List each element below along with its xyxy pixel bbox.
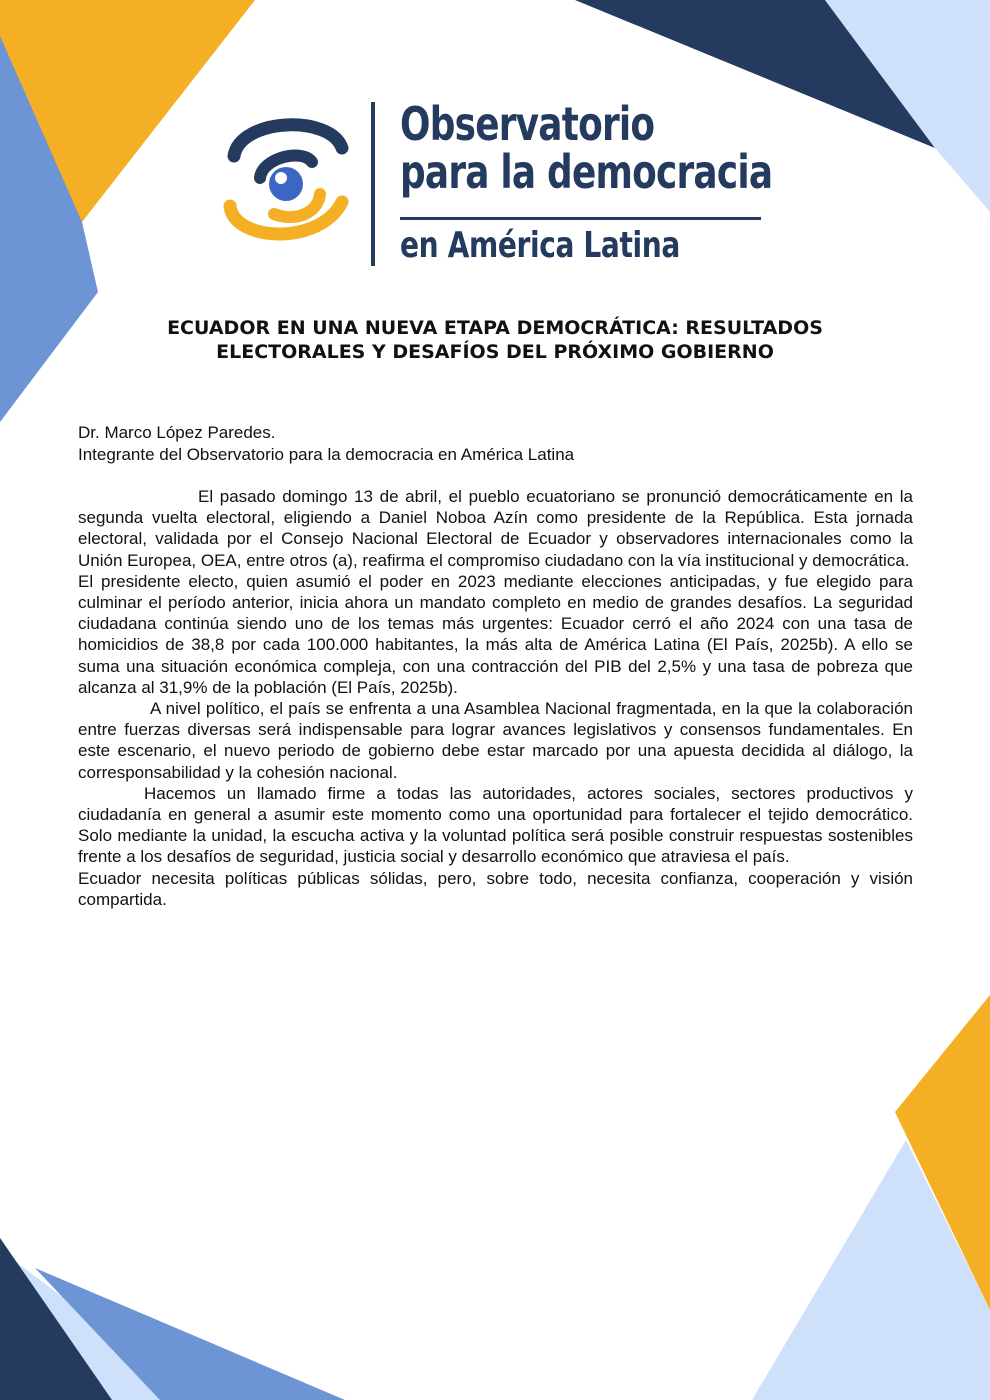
author-affiliation: Integrante del Observatorio para la democracia en América Latina [78,445,575,464]
paragraph-3: A nivel político, el país se enfrenta a una Asamblea Nacional fragmentada, en la que la colaboración entre fuerzas diversas será indispensable para lograr avances legislativos y consensos fundamentales. En este escenario, el nuevo periodo de gobierno debe estar marcado por una apuesta decidida al diálogo, la corresponsabilidad y la cohesión nacional. [78,699,913,782]
logo-rule [400,217,761,220]
author-block [78,422,913,466]
logo-divider [371,102,375,266]
logo-line-america-latina: en América Latina [400,225,680,266]
paragraph-4: Hacemos un llamado firme a todas las autoridades, actores sociales, sectores productivos y ciudadanía en general a asumir este momento como una oportunidad para fortalecer el tejido democrático. Solo mediante la unidad, la escucha activa y la voluntad política será posible construir respuestas sostenibles frente a los desafíos de seguridad, justicia social y desarrollo económico que atraviesa el país. [78,783,913,867]
title-line-2: ELECTORALES Y DESAFÍOS DEL PRÓXIMO GOBIERNO [216,341,774,363]
logo-wordmark [400,97,877,199]
title-line-1: ECUADOR EN UNA NUEVA ETAPA DEMOCRÁTICA: RESULTADOS [167,317,823,339]
article-body [78,486,913,910]
article-title [80,316,910,364]
paragraph-1: El pasado domingo 13 de abril, el pueblo ecuatoriano se pronunció democráticamente en la segunda vuelta electoral, eligiendo a Daniel Noboa Azín como presidente de la República. Esta jornada electoral, validada por el Consejo Nacional Electoral de Ecuador y observadores internacionales como la Unión Europea, OEA, entre otros (a), reafirma el compromiso ciudadano con la vía institucional y democrática. [78,487,913,570]
author-name: Dr. Marco López Paredes. [78,423,276,442]
paragraph-5: Ecuador necesita políticas públicas sólidas, pero, sobre todo, necesita confianza, cooperación y visión compartida. [78,868,913,909]
logo-line-democracia: para la democracia [400,145,773,199]
logo-line-observatorio: Observatorio [400,97,655,151]
paragraph-2: El presidente electo, quien asumió el poder en 2023 mediante elecciones anticipadas, y fue elegido para culminar el período anterior, inicia ahora un mandato completo en medio de grandes desafíos. La seguridad ciudadana continúa siendo uno de los temas más urgentes: Ecuador cerró el año 2024 con una tasa de homicidios de 38,8 por cada 100.000 habitantes, la más alta de América Latina (El País, 2025b). A ello se suma una situación económica compleja, con una contracción del PIB del 2,5% y una tasa de pobreza que alcanza al 31,9% de la población (El País, 2025b). [78,571,913,697]
